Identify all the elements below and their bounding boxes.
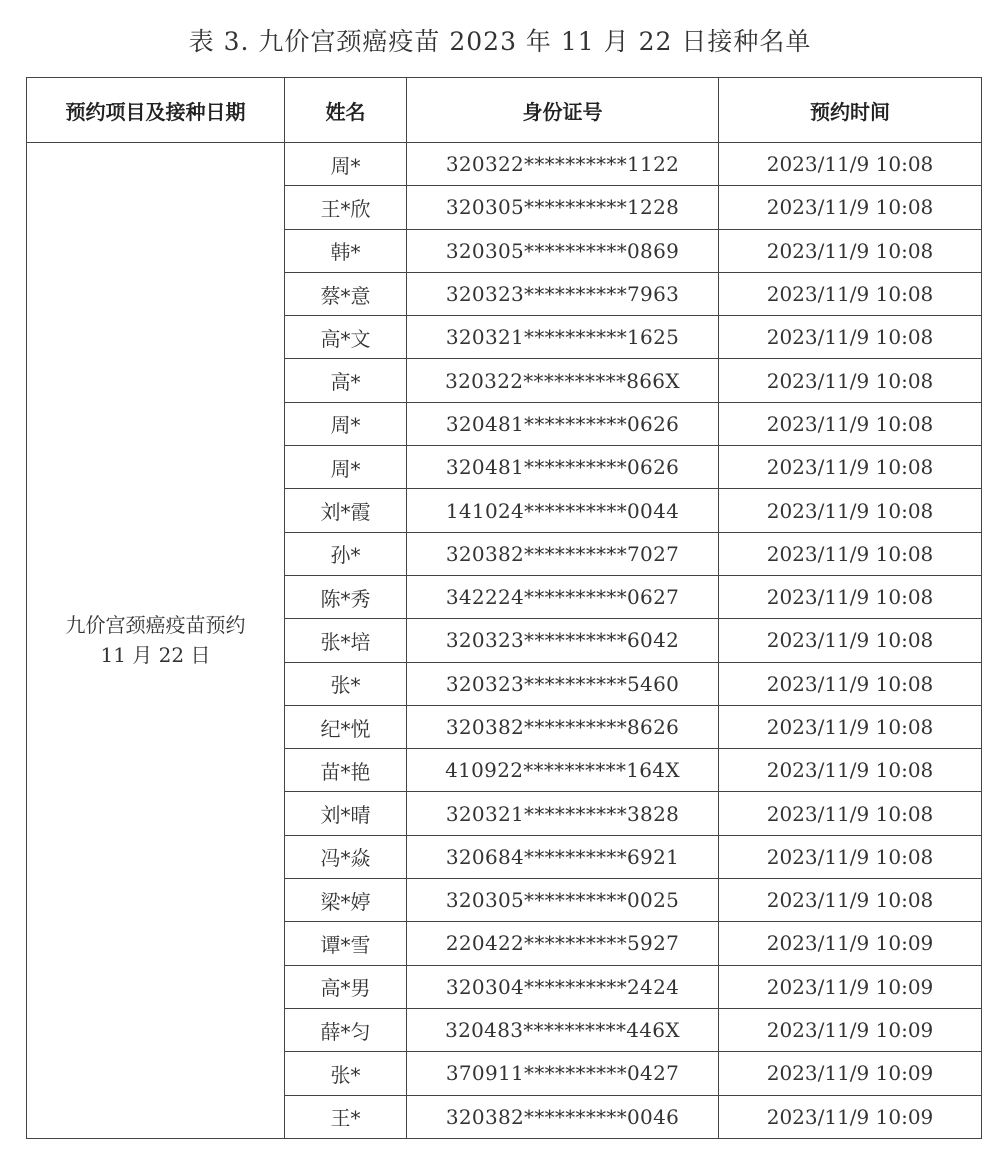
id-number-cell: 320305**********0869 bbox=[407, 229, 719, 272]
project-name: 九价宫颈癌疫苗预约 bbox=[65, 613, 246, 638]
appointment-time-cell: 2023/11/9 10:08 bbox=[719, 879, 982, 922]
appointment-time-cell: 2023/11/9 10:08 bbox=[719, 359, 982, 402]
header-appointment-time: 预约时间 bbox=[719, 78, 982, 143]
id-number-cell: 320321**********3828 bbox=[407, 792, 719, 835]
appointment-time-cell: 2023/11/9 10:08 bbox=[719, 749, 982, 792]
id-number-cell: 320323**********7963 bbox=[407, 272, 719, 315]
header-name: 姓名 bbox=[285, 78, 407, 143]
appointment-time-cell: 2023/11/9 10:08 bbox=[719, 143, 982, 186]
id-number-cell: 320382**********0046 bbox=[407, 1095, 719, 1138]
appointment-time-cell: 2023/11/9 10:08 bbox=[719, 186, 982, 229]
table-row bbox=[27, 143, 982, 186]
id-number-cell: 320321**********1625 bbox=[407, 316, 719, 359]
name-cell: 周* bbox=[285, 143, 407, 186]
name-cell: 韩* bbox=[285, 229, 407, 272]
name-cell: 周* bbox=[285, 402, 407, 445]
appointment-time-cell: 2023/11/9 10:08 bbox=[719, 489, 982, 532]
name-cell: 王*欣 bbox=[285, 186, 407, 229]
name-cell: 谭*雪 bbox=[285, 922, 407, 965]
name-cell: 纪*悦 bbox=[285, 705, 407, 748]
name-cell: 周* bbox=[285, 446, 407, 489]
appointment-time-cell: 2023/11/9 10:08 bbox=[719, 316, 982, 359]
name-cell: 薛*匀 bbox=[285, 1008, 407, 1051]
id-number-cell: 320481**********0626 bbox=[407, 446, 719, 489]
appointment-time-cell: 2023/11/9 10:08 bbox=[719, 229, 982, 272]
name-cell: 冯*焱 bbox=[285, 835, 407, 878]
name-cell: 高* bbox=[285, 359, 407, 402]
appointment-time-cell: 2023/11/9 10:08 bbox=[719, 835, 982, 878]
project-date-cell bbox=[27, 143, 285, 1139]
appointment-time-cell: 2023/11/9 10:08 bbox=[719, 575, 982, 618]
roster-body bbox=[27, 143, 982, 1139]
appointment-time-cell: 2023/11/9 10:09 bbox=[719, 965, 982, 1008]
name-cell: 张*培 bbox=[285, 619, 407, 662]
name-cell: 梁*婷 bbox=[285, 879, 407, 922]
name-cell: 刘*晴 bbox=[285, 792, 407, 835]
id-number-cell: 320684**********6921 bbox=[407, 835, 719, 878]
id-number-cell: 320382**********7027 bbox=[407, 532, 719, 575]
id-number-cell: 220422**********5927 bbox=[407, 922, 719, 965]
appointment-time-cell: 2023/11/9 10:08 bbox=[719, 532, 982, 575]
appointment-time-cell: 2023/11/9 10:08 bbox=[719, 792, 982, 835]
header-project-date: 预约项目及接种日期 bbox=[27, 78, 285, 143]
id-number-cell: 320483**********446X bbox=[407, 1008, 719, 1051]
id-number-cell: 320304**********2424 bbox=[407, 965, 719, 1008]
id-number-cell: 410922**********164X bbox=[407, 749, 719, 792]
id-number-cell: 320323**********6042 bbox=[407, 619, 719, 662]
appointment-time-cell: 2023/11/9 10:09 bbox=[719, 922, 982, 965]
header-id-number: 身份证号 bbox=[407, 78, 719, 143]
id-number-cell: 342224**********0627 bbox=[407, 575, 719, 618]
project-date: 11 月 22 日 bbox=[100, 643, 211, 668]
name-cell: 苗*艳 bbox=[285, 749, 407, 792]
id-number-cell: 141024**********0044 bbox=[407, 489, 719, 532]
name-cell: 高*文 bbox=[285, 316, 407, 359]
vaccination-roster-table bbox=[26, 77, 982, 1139]
appointment-time-cell: 2023/11/9 10:08 bbox=[719, 619, 982, 662]
header-row bbox=[27, 78, 982, 143]
id-number-cell: 320305**********1228 bbox=[407, 186, 719, 229]
id-number-cell: 320382**********8626 bbox=[407, 705, 719, 748]
name-cell: 蔡*意 bbox=[285, 272, 407, 315]
appointment-time-cell: 2023/11/9 10:08 bbox=[719, 402, 982, 445]
table-title: 表 3. 九价宫颈癌疫苗 2023 年 11 月 22 日接种名单 bbox=[188, 27, 812, 56]
id-number-cell: 320323**********5460 bbox=[407, 662, 719, 705]
name-cell: 高*男 bbox=[285, 965, 407, 1008]
id-number-cell: 320481**********0626 bbox=[407, 402, 719, 445]
appointment-time-cell: 2023/11/9 10:08 bbox=[719, 662, 982, 705]
id-number-cell: 320322**********1122 bbox=[407, 143, 719, 186]
id-number-cell: 320322**********866X bbox=[407, 359, 719, 402]
id-number-cell: 320305**********0025 bbox=[407, 879, 719, 922]
name-cell: 陈*秀 bbox=[285, 575, 407, 618]
name-cell: 刘*霞 bbox=[285, 489, 407, 532]
name-cell: 张* bbox=[285, 1052, 407, 1095]
appointment-time-cell: 2023/11/9 10:08 bbox=[719, 272, 982, 315]
appointment-time-cell: 2023/11/9 10:09 bbox=[719, 1095, 982, 1138]
name-cell: 王* bbox=[285, 1095, 407, 1138]
appointment-time-cell: 2023/11/9 10:08 bbox=[719, 446, 982, 489]
appointment-time-cell: 2023/11/9 10:08 bbox=[719, 705, 982, 748]
appointment-time-cell: 2023/11/9 10:09 bbox=[719, 1052, 982, 1095]
appointment-time-cell: 2023/11/9 10:09 bbox=[719, 1008, 982, 1051]
id-number-cell: 370911**********0427 bbox=[407, 1052, 719, 1095]
name-cell: 孙* bbox=[285, 532, 407, 575]
name-cell: 张* bbox=[285, 662, 407, 705]
